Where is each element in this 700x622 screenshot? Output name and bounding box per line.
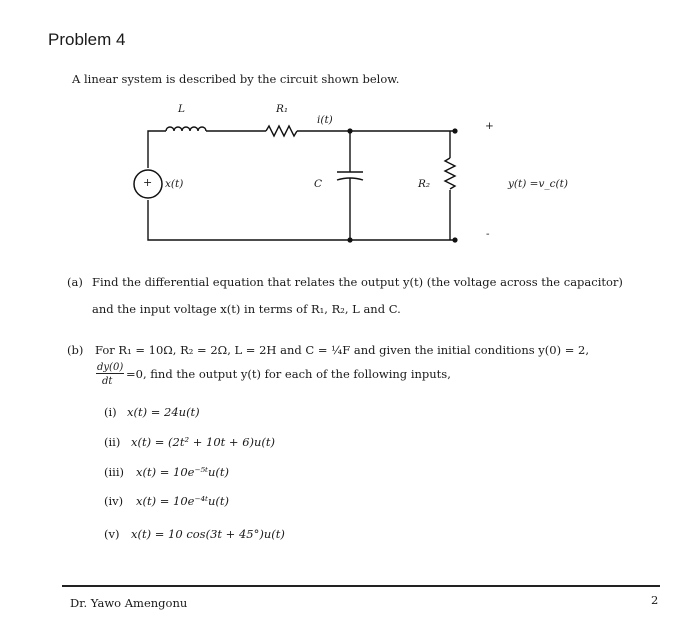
- current-label: i(t): [317, 114, 333, 126]
- footer-author: Dr. Yawo Amengonu: [70, 596, 188, 610]
- wire-left-top: [148, 131, 166, 168]
- input-expression: x(t) = 10e⁻⁴ᵗu(t): [136, 494, 229, 508]
- wire-bottom: [148, 200, 455, 240]
- circuit-diagram: [0, 0, 700, 260]
- part-b-marker: (b): [67, 343, 84, 357]
- inductor-label: L: [178, 103, 185, 115]
- input-marker: (v): [104, 527, 120, 541]
- terminal-top-dot: [452, 128, 457, 133]
- node-dot: [347, 128, 352, 133]
- page-title: Problem 4: [48, 30, 126, 49]
- part-a-line1: Find the differential equation that relates the output y(t) (the voltage across the capacitor): [92, 275, 623, 289]
- resistor-r2: [445, 158, 455, 189]
- input-expression: x(t) = (2t² + 10t + 6)u(t): [131, 435, 276, 449]
- terminal-bottom-dot: [452, 237, 457, 242]
- r2-label: R₂: [418, 178, 431, 190]
- footer-divider: [62, 585, 660, 587]
- part-a-line2: and the input voltage x(t) in terms of R₁, R₂, L and C.: [92, 302, 401, 316]
- input-marker: (ii): [104, 435, 121, 449]
- part-a-marker: (a): [67, 275, 83, 289]
- source-label: x(t): [165, 178, 184, 190]
- derivative-denominator: dt: [102, 376, 113, 387]
- part-b-line1: For R₁ = 10Ω, R₂ = 2Ω, L = 2H and C = ¼F and given the initial conditions y(0) = 2,: [95, 343, 590, 357]
- source-plus-symbol: +: [143, 176, 153, 189]
- derivative-numerator: dy(0): [97, 362, 124, 373]
- output-minus-label: -: [486, 228, 490, 240]
- r1-label: R₁: [276, 103, 289, 115]
- output-plus-label: +: [485, 120, 494, 132]
- input-marker: (iv): [104, 494, 124, 508]
- intro-text: A linear system is described by the circuit shown below.: [72, 72, 400, 86]
- input-expression: x(t) = 24u(t): [127, 405, 200, 419]
- page-number: 2: [651, 593, 659, 607]
- capacitor-label: C: [314, 178, 323, 190]
- resistor-r1: [266, 126, 297, 136]
- input-marker: (iii): [104, 465, 125, 479]
- inductor: [166, 127, 206, 131]
- part-b-line2: =0, find the output y(t) for each of the following inputs,: [126, 367, 451, 381]
- input-expression: x(t) = 10 cos(3t + 45°)u(t): [131, 527, 285, 541]
- input-marker: (i): [104, 405, 117, 419]
- output-label: y(t) =v_c(t): [508, 178, 568, 190]
- node-dot: [347, 237, 352, 242]
- input-expression: x(t) = 10e⁻⁵ᵗu(t): [136, 465, 229, 479]
